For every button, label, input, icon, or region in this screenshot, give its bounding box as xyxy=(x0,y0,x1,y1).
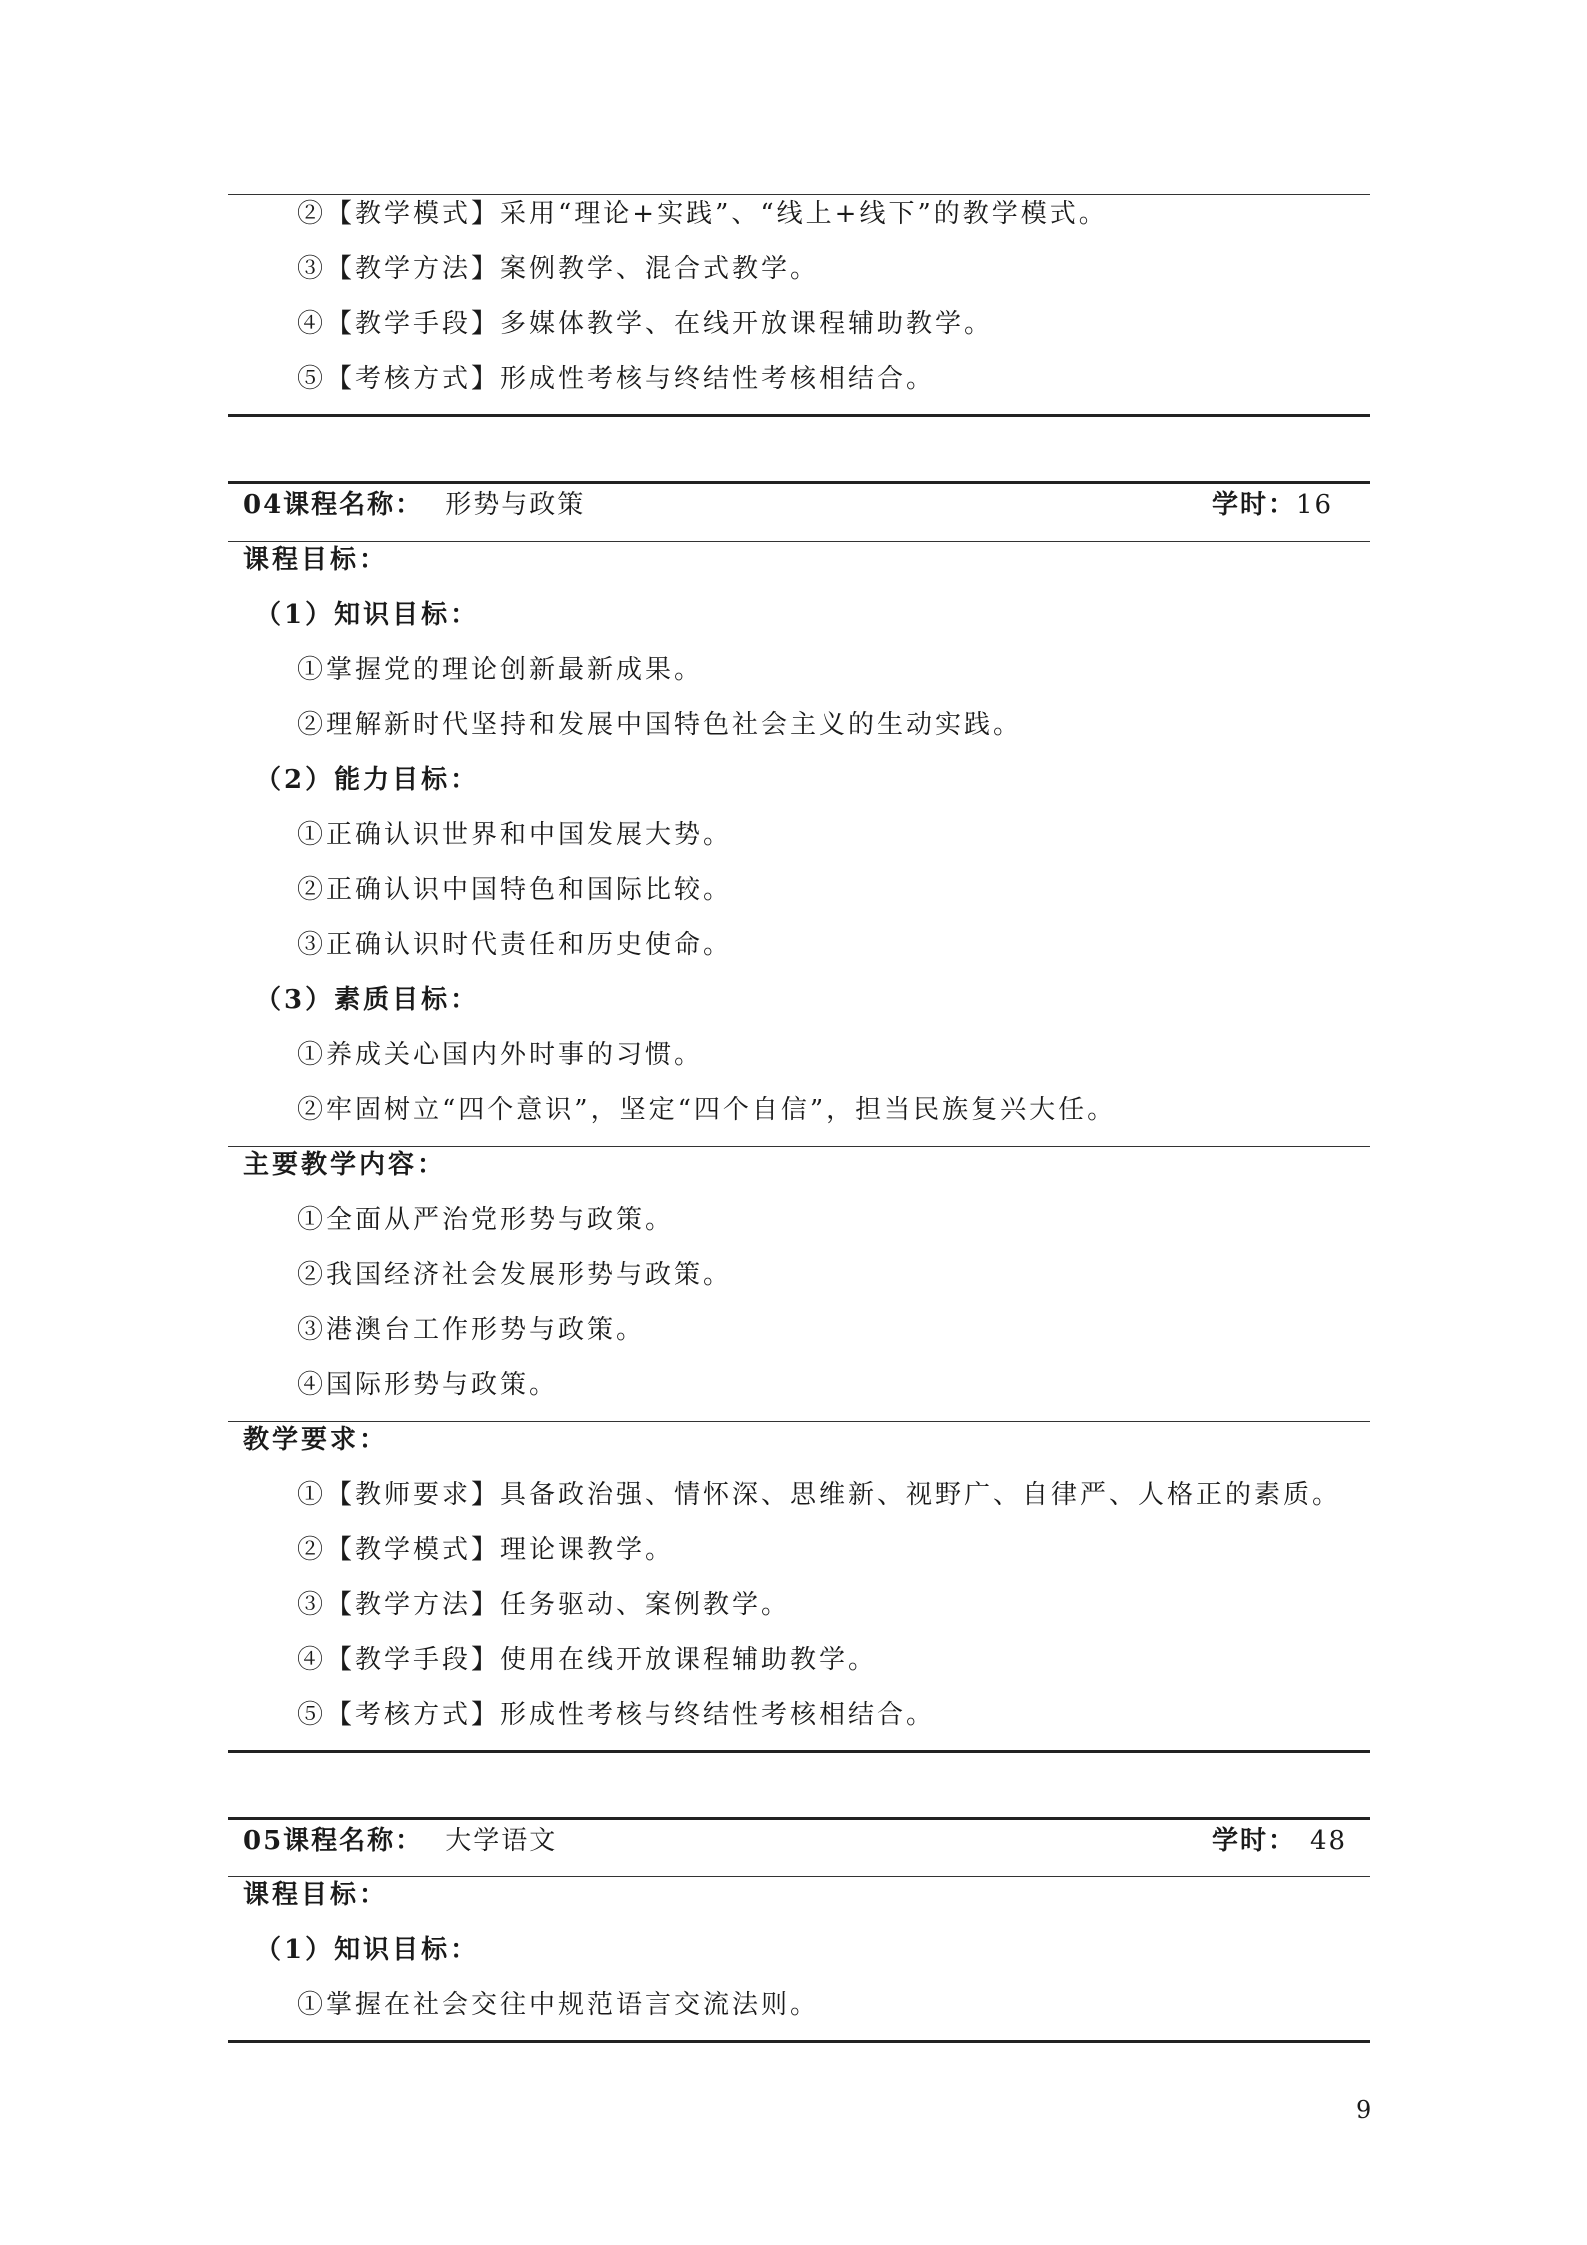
ability-title: （2）能力目标： xyxy=(255,765,480,795)
list-item: ③正确认识时代责任和历史使命。 xyxy=(297,930,733,960)
list-item: ③港澳台工作形势与政策。 xyxy=(297,1315,646,1345)
objectives-title: 课程目标： xyxy=(243,1880,389,1910)
list-item: ③【教学方法】案例教学、混合式教学。 xyxy=(297,254,820,284)
content-rule xyxy=(228,1146,1370,1147)
list-item: ②牢固树立“四个意识”，坚定“四个自信”，担当民族复兴大任。 xyxy=(297,1095,1117,1125)
list-item: ②正确认识中国特色和国际比较。 xyxy=(297,875,733,905)
top-rule xyxy=(228,194,1370,195)
hours-label: 学时： xyxy=(1212,490,1297,520)
page-number: 9 xyxy=(1356,2096,1372,2124)
course-05-hours xyxy=(1212,1824,1347,1858)
hours-value: 16 xyxy=(1296,490,1334,520)
course-04-hours xyxy=(1212,488,1333,522)
list-item: ①正确认识世界和中国发展大势。 xyxy=(297,820,733,850)
quality-title: （3）素质目标： xyxy=(255,985,480,1015)
course-header-bottom-rule xyxy=(228,541,1370,542)
course-header-top-rule xyxy=(228,481,1370,484)
knowledge-title: （1）知识目标： xyxy=(255,600,480,630)
list-item: ④【教学手段】使用在线开放课程辅助教学。 xyxy=(297,1645,878,1675)
requirements-title: 教学要求： xyxy=(243,1425,389,1455)
list-item: ③【教学方法】任务驱动、案例教学。 xyxy=(297,1590,791,1620)
list-item: ⑤【考核方式】形成性考核与终结性考核相结合。 xyxy=(297,364,936,394)
course-name-label: 05课程名称： xyxy=(243,1826,424,1856)
list-item: ②理解新时代坚持和发展中国特色社会主义的生动实践。 xyxy=(297,710,1023,740)
course-05-name xyxy=(243,1824,557,1858)
course-name-value: 形势与政策 xyxy=(445,490,586,520)
knowledge-title: （1）知识目标： xyxy=(255,1935,480,1965)
list-item: ④【教学手段】多媒体教学、在线开放课程辅助教学。 xyxy=(297,309,994,339)
list-item: ①掌握党的理论创新最新成果。 xyxy=(297,655,704,685)
hours-label: 学时： xyxy=(1212,1826,1297,1856)
requirements-rule xyxy=(228,1421,1370,1422)
list-item: ②【教学模式】采用“理论+实践”、“线上+线下”的教学模式。 xyxy=(297,199,1108,229)
list-item: ①【教师要求】具备政治强、情怀深、思维新、视野广、自律严、人格正的素质。 xyxy=(297,1480,1342,1510)
section-end-rule xyxy=(228,2040,1370,2043)
hours-value: 48 xyxy=(1310,1826,1348,1856)
list-item: ①养成关心国内外时事的习惯。 xyxy=(297,1040,704,1070)
course-name-label: 04课程名称： xyxy=(243,490,424,520)
section-end-rule xyxy=(228,1750,1370,1753)
course-header-bottom-rule xyxy=(228,1876,1370,1877)
course-header-top-rule xyxy=(228,1817,1370,1820)
list-item: ⑤【考核方式】形成性考核与终结性考核相结合。 xyxy=(297,1700,936,1730)
list-item: ④国际形势与政策。 xyxy=(297,1370,559,1400)
objectives-title: 课程目标： xyxy=(243,545,389,575)
course-04-name xyxy=(243,488,585,522)
list-item: ①掌握在社会交往中规范语言交流法则。 xyxy=(297,1990,820,2020)
content-title: 主要教学内容： xyxy=(243,1150,447,1180)
list-item: ①全面从严治党形势与政策。 xyxy=(297,1205,675,1235)
section-end-rule xyxy=(228,414,1370,417)
course-name-value: 大学语文 xyxy=(445,1826,558,1856)
list-item: ②我国经济社会发展形势与政策。 xyxy=(297,1260,733,1290)
list-item: ②【教学模式】理论课教学。 xyxy=(297,1535,675,1565)
